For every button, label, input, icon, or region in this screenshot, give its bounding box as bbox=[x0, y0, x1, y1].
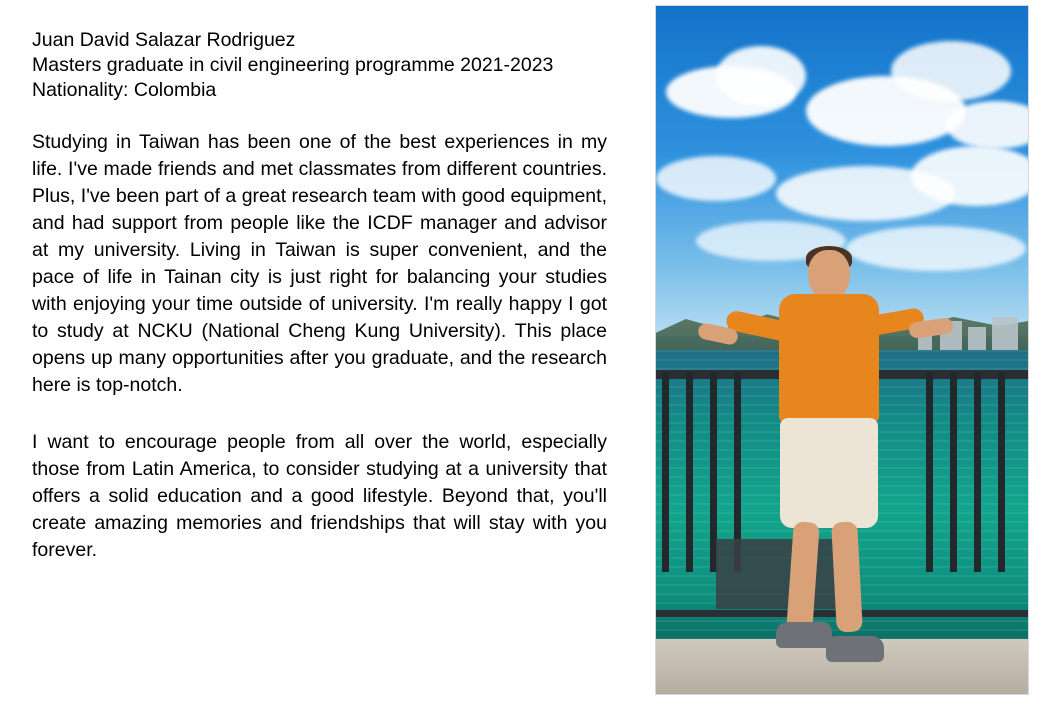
head-shape bbox=[808, 250, 850, 300]
cloud-icon bbox=[656, 156, 776, 201]
student-programme: Masters graduate in civil engineering programme 2021-2023 bbox=[32, 54, 554, 76]
beige-shorts bbox=[780, 418, 878, 528]
railing-post bbox=[686, 372, 693, 572]
railing-post bbox=[974, 372, 981, 572]
right-leg bbox=[831, 521, 863, 632]
right-shoe bbox=[826, 636, 884, 662]
testimonial-paragraph-1: Studying in Taiwan has been one of the best experiences in my life. I've made friends and met classmates from different countries. Plus, I've been part of a great research team with good equipment, and had support from people like the ICDF manager and advisor at my university. Living in Taiwan is super convenient, and the pace of life in Tainan city is just right for balancing your studies with enjoying your time outside of university. I'm really happy I got to study at NCKU (National Cheng Kung University). This place opens up many opportunities after you graduate, and the research here is top-notch. bbox=[32, 131, 607, 396]
student-photo bbox=[655, 5, 1029, 695]
railing-post bbox=[950, 372, 957, 572]
student-figure bbox=[746, 250, 916, 680]
railing-post bbox=[662, 372, 669, 572]
left-shoe bbox=[776, 622, 832, 648]
cloud-icon bbox=[891, 41, 1011, 101]
railing-post bbox=[926, 372, 933, 572]
student-header bbox=[32, 28, 607, 103]
testimonial-paragraph-2: I want to encourage people from all over the world, especially those from Latin America, to consider studying at a university that offers a solid education and a good lifestyle. Beyond that, you'll create amazing memories and friendships that will stay with you forever. bbox=[32, 431, 607, 561]
cloud-icon bbox=[716, 46, 806, 106]
left-leg bbox=[786, 521, 820, 633]
railing-post bbox=[998, 372, 1005, 572]
cloud-icon bbox=[911, 146, 1029, 206]
student-nationality: Nationality: Colombia bbox=[32, 79, 217, 101]
student-name: Juan David Salazar Rodriguez bbox=[32, 29, 296, 51]
orange-shirt bbox=[779, 294, 879, 424]
testimonial-text-column bbox=[32, 28, 607, 584]
